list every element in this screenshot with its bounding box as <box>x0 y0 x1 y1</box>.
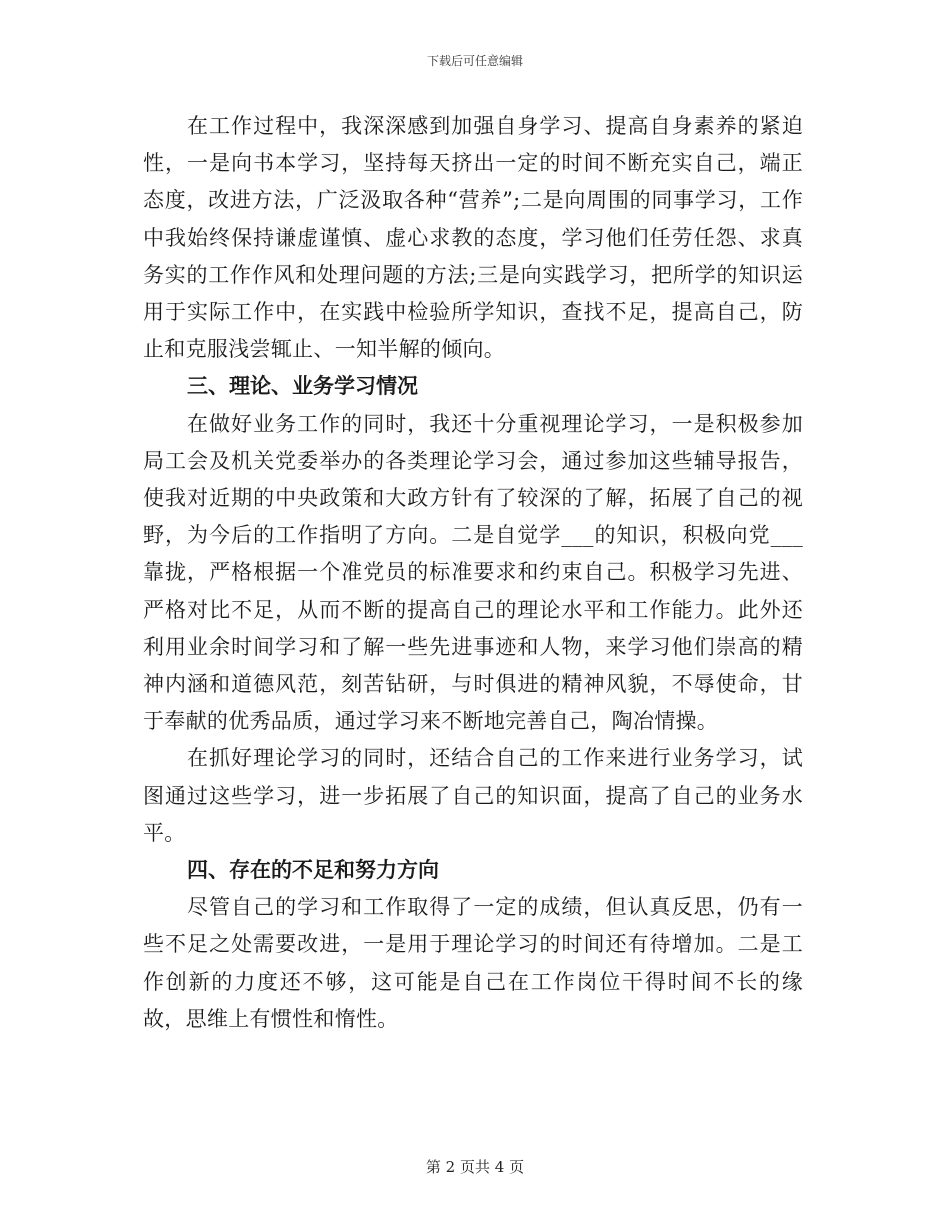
section-heading-shortcomings: 四、存在的不足和努力方向 <box>187 858 439 883</box>
paragraph-theory-study: 在做好业务工作的同时，我还十分重视理论学习，一是积极参加局工会及机关党委举办的各类理论学习会，通过参加这些辅导报告，使我对近期的中央政策和大政方针有了较深的了解，拓展了自己的视野，为今后的工作指明了方向。二是自觉学___的知识，积极向党___靠拢，严格根据一个准党员的标准要求和约束自己。积极学习先进、严格对比不足，从而不断的提高自己的理论水平和工作能力。此外还利用业余时间学习和了解一些先进事迹和人物，来学习他们崇高的精神内涵和道德风范，刻苦钻研，与时俱进的精神风貌，不辱使命，甘于奉献的优秀品质，通过学习来不断地完善自己，陶冶情操。 <box>143 411 803 734</box>
page-footer-page-number: 第 2 页共 4 页 <box>425 1158 525 1176</box>
paragraph-business-study: 在抓好理论学习的同时，还结合自己的工作来进行业务学习，试图通过这些学习，进一步拓展了自己的知识面，提高了自己的业务水平。 <box>143 746 803 845</box>
document-body <box>143 108 803 1038</box>
paragraph-shortcomings: 尽管自己的学习和工作取得了一定的成绩，但认真反思，仍有一些不足之处需要改进，一是用于理论学习的时间还有待增加。二是工作创新的力度还不够，这可能是自己在工作岗位干得时间不长的缘故，思维上有惯性和惰性。 <box>143 895 803 1031</box>
paragraph-self-study: 在工作过程中，我深深感到加强自身学习、提高自身素养的紧迫性，一是向书本学习，坚持每天挤出一定的时间不断充实自己，端正态度，改进方法，广泛汲取各种“营养”;二是向周围的同事学习，工作中我始终保持谦虚谨慎、虚心求教的态度，学习他们任劳任怨、求真务实的工作作风和处理问题的方法;三是向实践学习，把所学的知识运用于实际工作中，在实践中检验所学知识，查找不足，提高自己，防止和克服浅尝辄止、一知半解的倾向。 <box>143 114 803 362</box>
page-header: 下载后可任意编辑 <box>426 54 523 68</box>
section-heading-theory-study: 三、理论、业务学习情况 <box>187 374 418 399</box>
